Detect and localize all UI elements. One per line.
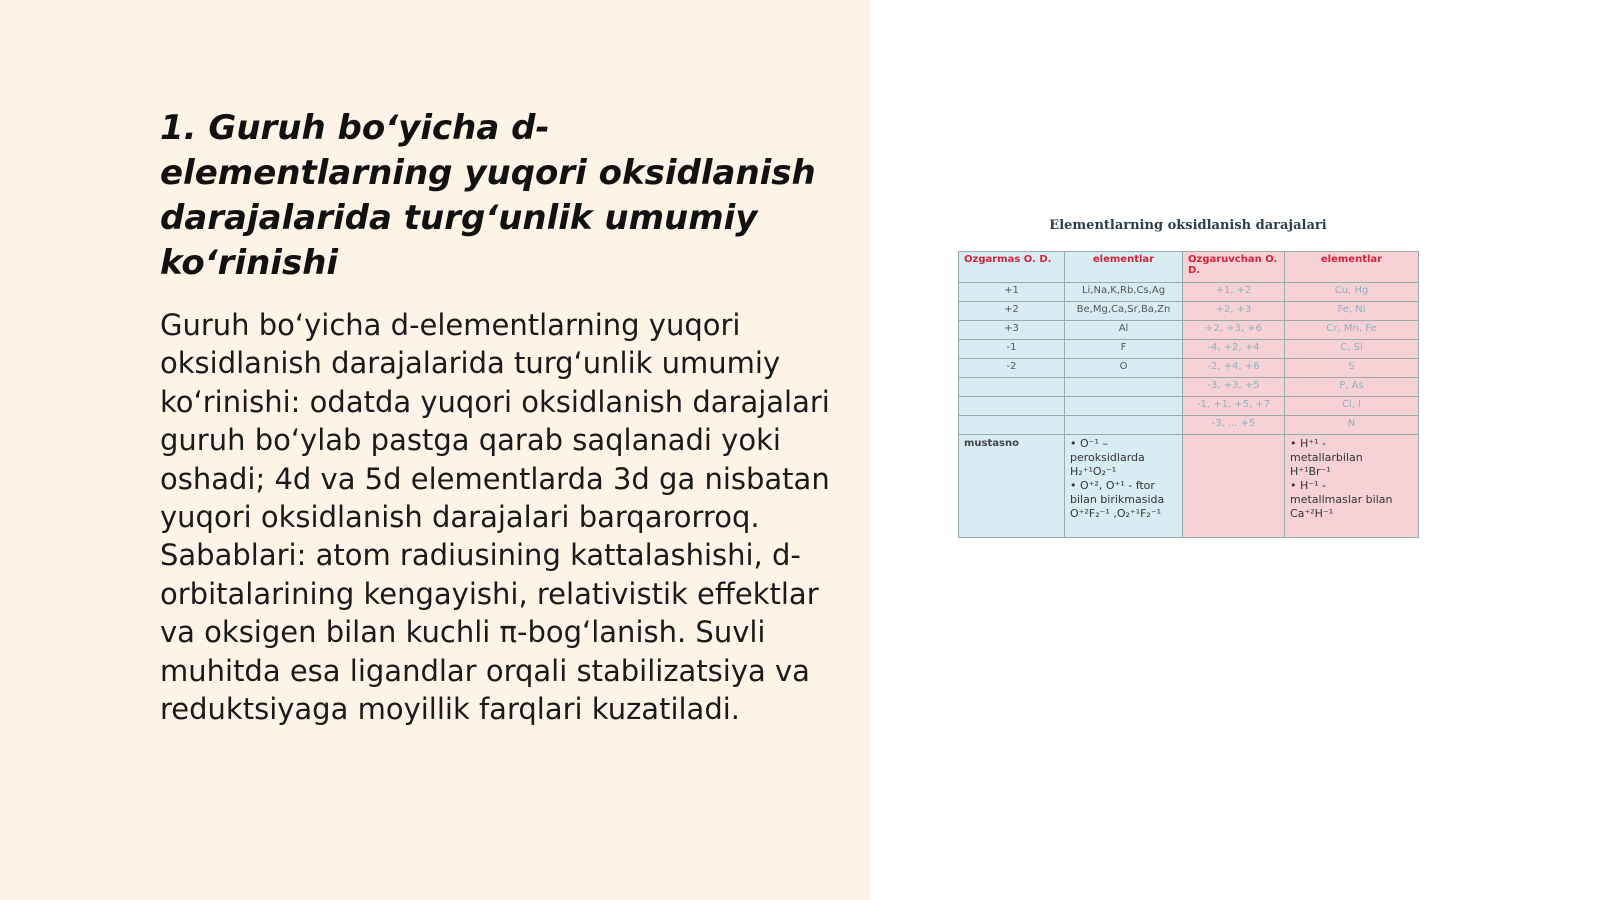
cell-variable-state: -3, ... +5 — [1183, 416, 1285, 435]
cell-elements-variable: Cl, I — [1285, 397, 1419, 416]
exception-line: • O⁻¹ – — [1070, 437, 1108, 450]
header-elements-constant: elementlar — [1065, 252, 1183, 283]
cell-elements-constant: O — [1065, 359, 1183, 378]
cell-elements-variable: Cr, Mn, Fe — [1285, 321, 1419, 340]
exception-line: • O⁺², O⁺¹ - ftor — [1070, 479, 1155, 492]
table-row — [959, 302, 1419, 321]
figure-caption: Elementlarning oksidlanish darajalari — [1049, 218, 1327, 233]
exception-line: peroksidlarda — [1070, 451, 1145, 464]
cell-elements-constant — [1065, 416, 1183, 435]
header-variable-state: Ozgaruvchan O. D. — [1183, 252, 1285, 283]
table-row — [959, 397, 1419, 416]
cell-constant-state: +2 — [959, 302, 1065, 321]
table-row — [959, 378, 1419, 397]
table-row-exceptions — [959, 435, 1419, 538]
header-constant-state: Ozgarmas O. D. — [959, 252, 1065, 283]
exception-line: Ca⁺²H⁻¹ — [1290, 507, 1334, 520]
exception-line: H₂⁺¹O₂⁻¹ — [1070, 465, 1117, 478]
cell-variable-state: -4, +2, +4 — [1183, 340, 1285, 359]
cell-constant-state: +3 — [959, 321, 1065, 340]
table-row — [959, 340, 1419, 359]
cell-variable-state: +1, +2 — [1183, 283, 1285, 302]
cell-variable-state: +2, +3, +6 — [1183, 321, 1285, 340]
table-row — [959, 283, 1419, 302]
cell-variable-state: -3, +3, +5 — [1183, 378, 1285, 397]
cell-elements-variable: N — [1285, 416, 1419, 435]
cell-elements-constant — [1065, 397, 1183, 416]
exception-line: bilan birikmasida — [1070, 493, 1165, 506]
cell-constant-state — [959, 378, 1065, 397]
cell-elements-constant: Al — [1065, 321, 1183, 340]
header-elements-variable: elementlar — [1285, 252, 1419, 283]
cell-elements-variable: P, As — [1285, 378, 1419, 397]
table-row — [959, 321, 1419, 340]
cell-elements-variable: Fe, Ni — [1285, 302, 1419, 321]
table-body — [959, 252, 1419, 538]
cell-elements-variable: Cu, Hg — [1285, 283, 1419, 302]
cell-constant-state: -1 — [959, 340, 1065, 359]
oxidation-states-table — [958, 251, 1419, 538]
exception-line: metallmaslar bilan — [1290, 493, 1393, 506]
slide-body-text: Guruh bo‘yicha d-elementlarning yuqori oksidlanish darajalarida turg‘unlik umumiy ko‘rinishi: odatda yuqori oksidlanish darajalari guruh bo‘ylab pastga qarab saqlanadi yoki oshadi; 4d va 5d elementlarda 3d ga nisbatan yuqori oksidlanish darajalari barqarorroq. Sabablari: atom radiusining kattalashishi, d-orbitalarining kengayishi, relativistik effektlar va oksigen bilan kuchli π-bog‘lanish. Suvli muhitda esa ligandlar orqali stabilizatsiya va reduktsiyaga moyillik farqlari kuzatiladi. — [160, 308, 830, 727]
cell-constant-state: +1 — [959, 283, 1065, 302]
exception-hydrogen — [1285, 435, 1419, 538]
table-header-row — [959, 252, 1419, 283]
oxidation-table-figure — [958, 218, 1418, 538]
cell-elements-constant: Be,Mg,Ca,Sr,Ba,Zn — [1065, 302, 1183, 321]
cell-elements-constant: F — [1065, 340, 1183, 359]
exception-empty-cell — [1183, 435, 1285, 538]
table-row — [959, 416, 1419, 435]
cell-constant-state — [959, 416, 1065, 435]
cell-elements-variable: C, Si — [1285, 340, 1419, 359]
exception-label: mustasno — [959, 435, 1065, 538]
cell-variable-state: +2, +3 — [1183, 302, 1285, 321]
cell-constant-state: -2 — [959, 359, 1065, 378]
exception-oxygen — [1065, 435, 1183, 538]
table-row — [959, 359, 1419, 378]
cell-variable-state: -1, +1, +5, +7 — [1183, 397, 1285, 416]
exception-line: metallarbilan — [1290, 451, 1363, 464]
slide-title: 1. Guruh bo‘yicha d-elementlarning yuqori oksidlanish darajalarida turg‘unlik umumiy ko‘rinishi — [160, 108, 816, 283]
exception-line: • H⁻¹ - — [1290, 479, 1326, 492]
exception-line: O⁺²F₂⁻¹ ,O₂⁺¹F₂⁻¹ — [1070, 507, 1162, 520]
exception-line: H⁺¹Br⁻¹ — [1290, 465, 1331, 478]
cell-constant-state — [959, 397, 1065, 416]
cell-elements-constant: Li,Na,K,Rb,Cs,Ag — [1065, 283, 1183, 302]
cell-elements-constant — [1065, 378, 1183, 397]
exception-line: • H⁺¹ - — [1290, 437, 1326, 450]
cell-variable-state: -2, +4, +6 — [1183, 359, 1285, 378]
cell-elements-variable: S — [1285, 359, 1419, 378]
